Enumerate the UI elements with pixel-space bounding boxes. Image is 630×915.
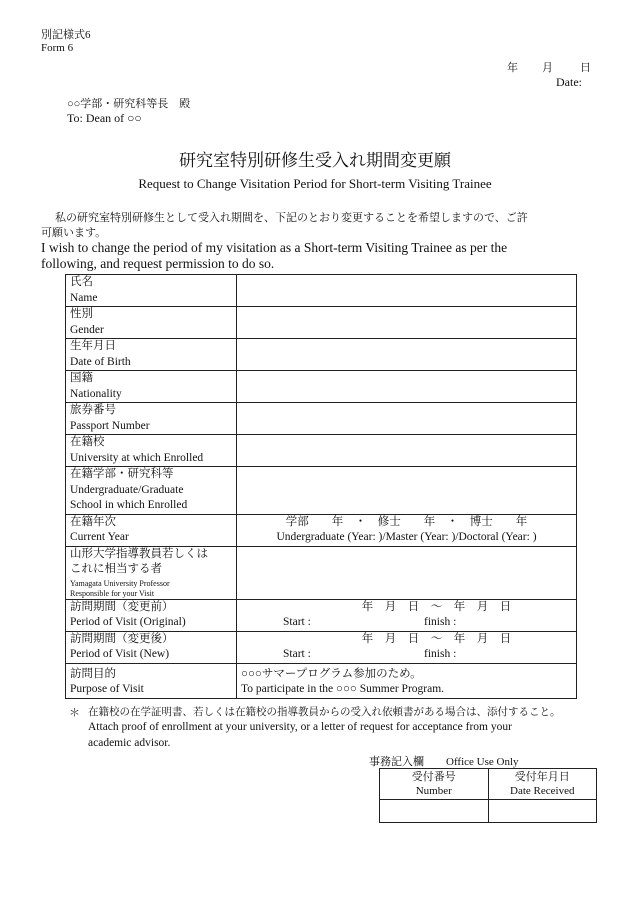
current-year-label-en: Current Year bbox=[70, 531, 129, 543]
page-title-ja: 研究室特別研修生受入れ期間変更願 bbox=[179, 151, 451, 170]
passport-label-en: Passport Number bbox=[70, 419, 150, 432]
current-year-label bbox=[66, 514, 237, 546]
form-label-ja: 別記様式6 bbox=[41, 29, 91, 41]
note-mark: ＊ bbox=[69, 707, 80, 719]
current-year-field[interactable] bbox=[237, 514, 577, 546]
gender-field[interactable] bbox=[237, 307, 577, 339]
nationality-field[interactable] bbox=[237, 371, 577, 403]
original-period-label-ja: 訪問期間（変更前） bbox=[70, 600, 174, 613]
name-label-en: Name bbox=[70, 291, 98, 304]
date-label: Date: bbox=[556, 75, 582, 89]
dob-label-en: Date of Birth bbox=[70, 355, 131, 368]
table-row-new-period bbox=[66, 631, 577, 663]
university-label-en: University at which Enrolled bbox=[70, 451, 204, 464]
note-ja: 在籍校の在学証明書、若しくは在籍校の指導教員からの受入れ依頼書がある場合は、添付すること。 bbox=[88, 707, 561, 718]
new-period-label-en: Period of Visit (New) bbox=[70, 648, 170, 660]
original-start-label: Start : bbox=[283, 616, 311, 628]
receipt-number-header-en: Number bbox=[415, 785, 452, 797]
new-finish-label: finish : bbox=[424, 648, 457, 660]
date-year-label: 年 bbox=[507, 62, 518, 74]
current-year-label-ja: 在籍年次 bbox=[70, 515, 116, 528]
school-label-en-2: School in which Enrolled bbox=[70, 499, 188, 511]
new-start-label: Start : bbox=[283, 648, 311, 660]
university-label-ja: 在籍校 bbox=[70, 436, 105, 448]
current-year-options-en: Undergraduate (Year: )/Master (Year: )/Doctoral (Year: ) bbox=[276, 531, 537, 543]
new-period-dates: 年 月 日 ～ 年 月 日 bbox=[361, 632, 512, 645]
gender-label-en: Gender bbox=[70, 323, 104, 336]
purpose-label-ja: 訪問目的 bbox=[70, 667, 116, 680]
addressee-en: To: Dean of ○○ bbox=[67, 111, 142, 125]
date-day-label: 日 bbox=[580, 62, 591, 74]
dob-label bbox=[66, 339, 237, 371]
purpose-field[interactable] bbox=[237, 663, 577, 698]
office-header-row bbox=[380, 769, 597, 800]
form-label-en: Form 6 bbox=[41, 42, 74, 54]
professor-label bbox=[66, 546, 237, 599]
original-period-label bbox=[66, 599, 237, 631]
table-row-professor bbox=[66, 546, 577, 599]
professor-label-ja-2: これに相当する者 bbox=[70, 563, 162, 575]
new-period-field[interactable] bbox=[237, 631, 577, 663]
gender-label-ja: 性別 bbox=[70, 308, 93, 320]
table-row-dob bbox=[66, 339, 577, 371]
current-year-options-ja: 学部 年 ・ 修士 年 ・ 博士 年 bbox=[285, 515, 528, 528]
date-received-field[interactable] bbox=[488, 800, 597, 823]
gender-label bbox=[66, 307, 237, 339]
receipt-number-header-ja: 受付番号 bbox=[411, 771, 456, 783]
receipt-number-field[interactable] bbox=[380, 800, 489, 823]
purpose-label-en: Purpose of Visit bbox=[70, 683, 144, 695]
name-label bbox=[66, 275, 237, 307]
intro-en-line2: following, and request permission to do so. bbox=[41, 256, 275, 271]
dob-label-ja: 生年月日 bbox=[70, 340, 116, 352]
name-label-ja: 氏名 bbox=[70, 276, 93, 288]
original-finish-label: finish : bbox=[424, 616, 457, 628]
visitor-info-table bbox=[65, 274, 577, 699]
table-row-school bbox=[66, 467, 577, 515]
purpose-value-ja: ○○○サマープログラム参加のため。 bbox=[241, 667, 422, 680]
table-row-nationality bbox=[66, 371, 577, 403]
purpose-value-en: To participate in the ○○○ Summer Program. bbox=[241, 683, 445, 695]
page-title-en: Request to Change Visitation Period for Short-term Visiting Trainee bbox=[138, 176, 492, 191]
table-row-university bbox=[66, 435, 577, 467]
school-field[interactable] bbox=[237, 467, 577, 515]
university-field[interactable] bbox=[237, 435, 577, 467]
purpose-label bbox=[66, 663, 237, 698]
professor-label-en-2: Responsible for your Visit bbox=[70, 588, 155, 598]
note-en-line1: Attach proof of enrollment at your university, or a letter of request for acceptance from your bbox=[88, 721, 512, 733]
professor-label-ja-1: 山形大学指導教員若しくは bbox=[70, 547, 208, 560]
original-period-dates: 年 月 日 ～ 年 月 日 bbox=[361, 600, 512, 613]
original-period-field[interactable] bbox=[237, 599, 577, 631]
date-received-header bbox=[488, 769, 597, 800]
note-en-line2: academic advisor. bbox=[88, 737, 171, 749]
intro-ja-line2: 可願います。 bbox=[41, 227, 107, 239]
nationality-label-en: Nationality bbox=[70, 387, 122, 400]
nationality-label bbox=[66, 371, 237, 403]
university-label bbox=[66, 435, 237, 467]
name-field[interactable] bbox=[237, 275, 577, 307]
receipt-number-header bbox=[380, 769, 489, 800]
office-use-label: 事務記入欄 Office Use Only bbox=[369, 756, 519, 768]
table-row-current-year bbox=[66, 514, 577, 546]
school-label-en-1: Undergraduate/Graduate bbox=[70, 483, 184, 496]
passport-field[interactable] bbox=[237, 403, 577, 435]
addressee-ja: ○○学部・研究科等長 殿 bbox=[67, 98, 191, 110]
nationality-label-ja: 国籍 bbox=[70, 372, 93, 384]
school-label bbox=[66, 467, 237, 515]
original-period-label-en: Period of Visit (Original) bbox=[70, 616, 186, 628]
school-label-ja: 在籍学部・研究科等 bbox=[70, 468, 174, 480]
new-period-label-ja: 訪問期間（変更後） bbox=[70, 632, 174, 645]
table-row-original-period bbox=[66, 599, 577, 631]
date-received-header-en: Date Received bbox=[510, 785, 575, 797]
dob-field[interactable] bbox=[237, 339, 577, 371]
new-period-label bbox=[66, 631, 237, 663]
passport-label bbox=[66, 403, 237, 435]
table-row-gender bbox=[66, 307, 577, 339]
office-value-row bbox=[380, 800, 597, 823]
table-row-name bbox=[66, 275, 577, 307]
table-row-purpose bbox=[66, 663, 577, 698]
intro-ja-line1: 私の研究室特別研修生として受入れ期間を、下記のとおり変更することを希望しますので、ご許 bbox=[55, 212, 528, 224]
passport-label-ja: 旅券番号 bbox=[70, 404, 116, 416]
date-received-header-ja: 受付年月日 bbox=[514, 771, 570, 783]
professor-label-en-1: Yamagata University Professor bbox=[70, 578, 170, 588]
professor-field[interactable] bbox=[237, 546, 577, 599]
intro-en-line1: I wish to change the period of my visitation as a Short-term Visiting Trainee as per the bbox=[41, 240, 508, 255]
date-month-label: 月 bbox=[542, 62, 553, 74]
office-use-table bbox=[379, 768, 597, 823]
table-row-passport bbox=[66, 403, 577, 435]
